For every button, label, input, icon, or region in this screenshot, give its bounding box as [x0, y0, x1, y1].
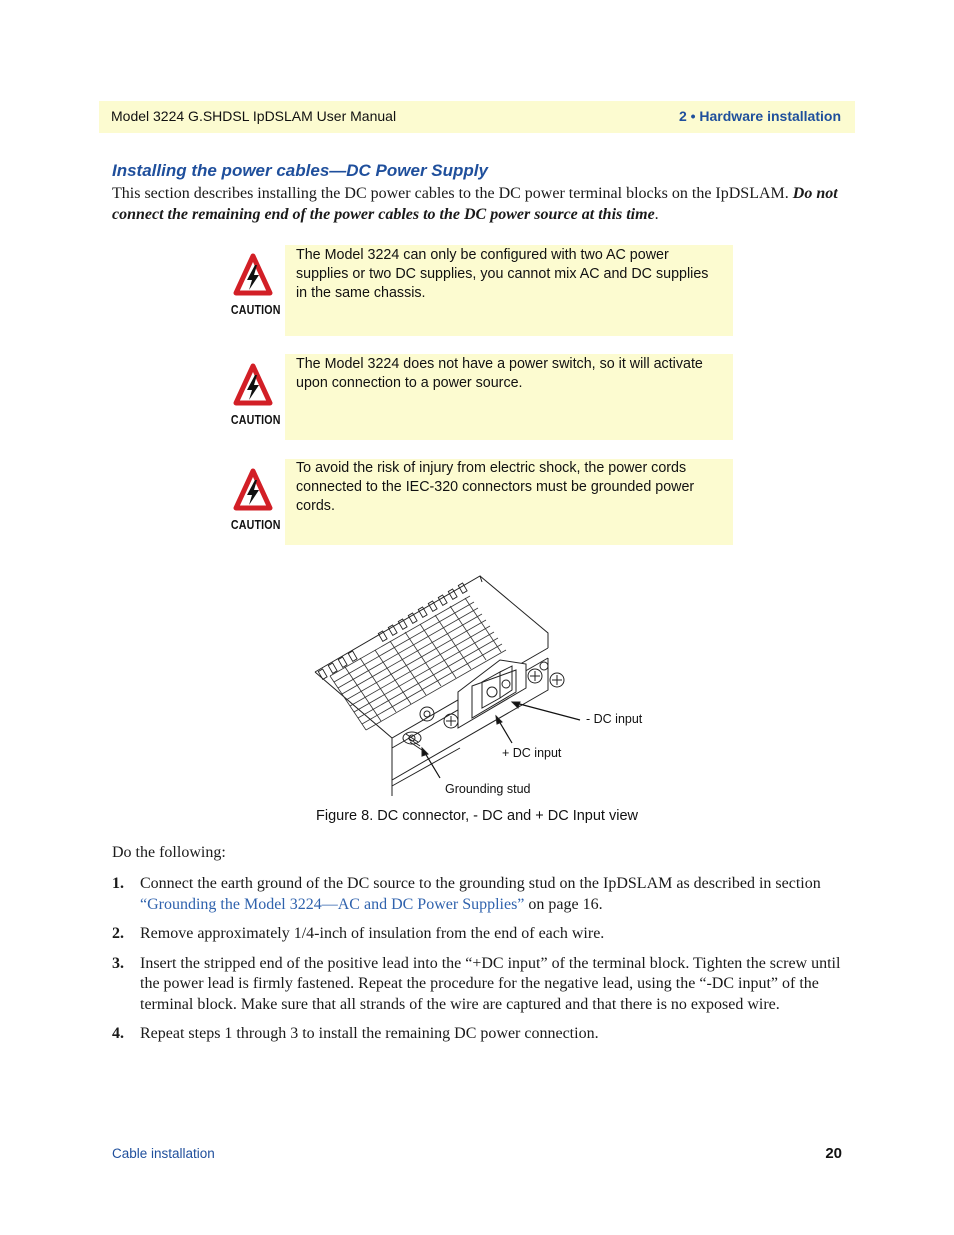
- dc-connector-figure: [300, 568, 660, 808]
- caution-text-3: To avoid the risk of injury from electric shock, the power cords connected to the IEC-320 connectors must be grounded power cords.: [296, 460, 695, 514]
- step-1: [112, 874, 847, 915]
- caution-text-1: The Model 3224 can only be configured with two AC power supplies or two DC supplies, you cannot mix AC and DC supplies in the same chassis.: [296, 247, 709, 301]
- label-negative-dc: - DC input: [586, 712, 643, 726]
- caution-text-2: The Model 3224 does not have a power switch, so it will activate upon connection to a power source.: [296, 356, 703, 391]
- warning-lightning-icon: [233, 253, 273, 297]
- caution-box-3: [285, 459, 733, 545]
- section-title: Installing the power cables—DC Power Supply: [112, 161, 488, 180]
- page-number: 20: [825, 1145, 842, 1162]
- caution-label: CAUTION: [230, 517, 281, 532]
- procedure-steps: [112, 874, 847, 1054]
- caution-label: CAUTION: [230, 302, 281, 317]
- step-text-end: on page 16.: [524, 895, 603, 913]
- caution-box-2: [285, 354, 733, 440]
- figure-caption: Figure 8. DC connector, - DC and + DC Input view: [316, 808, 638, 824]
- grounding-section-link[interactable]: “Grounding the Model 3224—AC and DC Power Supplies”: [140, 895, 525, 913]
- caution-label: CAUTION: [230, 412, 281, 427]
- warning-lightning-icon: [233, 468, 273, 512]
- dc-connector-illustration: [300, 568, 660, 808]
- step-text: Remove approximately 1/4-inch of insulation from the end of each wire.: [140, 925, 605, 942]
- intro-end: .: [654, 205, 659, 223]
- step-number: 4.: [112, 1025, 124, 1042]
- footer-section: Cable installation: [112, 1146, 215, 1161]
- step-4: [112, 1024, 847, 1045]
- caution-3: [226, 468, 280, 532]
- step-text: Insert the stripped end of the positive lead into the “+DC input” of the terminal block. Tighten the screw until the power lead is firmly fastened. Repeat the procedure for the negative lead, using the “-DC input” of the terminal block. Make sure that all strands of the wire are captured and that there is no exposed wire.: [140, 954, 841, 1013]
- caution-box-1: [285, 245, 733, 336]
- procedure-lead: Do the following:: [112, 844, 226, 861]
- step-text: Repeat steps 1 through 3 to install the remaining DC power connection.: [140, 1025, 599, 1042]
- caution-1: [226, 253, 280, 317]
- label-positive-dc: + DC input: [502, 746, 562, 760]
- step-2: [112, 924, 847, 945]
- step-number: 2.: [112, 925, 124, 942]
- running-header: [99, 101, 855, 133]
- step-3: [112, 954, 847, 1016]
- warning-lightning-icon: [233, 363, 273, 407]
- intro-emphasis: Do not connect the remaining end of the power cables to the DC power source at this time: [112, 185, 838, 223]
- step-number: 1.: [112, 875, 124, 892]
- intro-paragraph: [112, 184, 842, 225]
- step-text: Connect the earth ground of the DC source to the grounding stud on the IpDSLAM as described in section: [140, 875, 821, 892]
- intro-text: This section describes installing the DC power cables to the DC power terminal blocks on the IpDSLAM.: [112, 185, 793, 202]
- header-manual-title: Model 3224 G.SHDSL IpDSLAM User Manual: [111, 108, 397, 124]
- caution-2: [226, 363, 280, 427]
- step-number: 3.: [112, 954, 124, 972]
- label-grounding-stud: Grounding stud: [445, 782, 531, 796]
- header-chapter: 2 • Hardware installation: [678, 108, 841, 124]
